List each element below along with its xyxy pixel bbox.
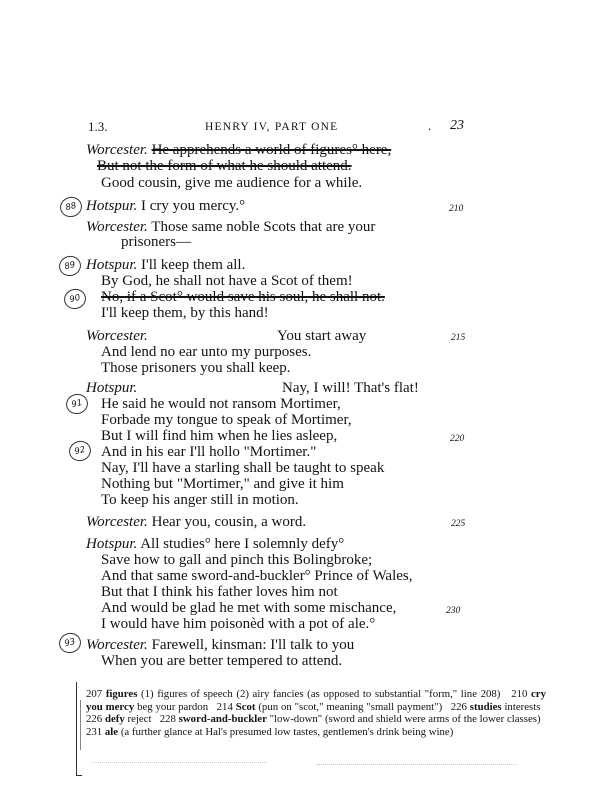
verse-text: Good cousin, give me audience for a while. [101, 175, 363, 191]
annotation-number: 93 [57, 631, 83, 656]
verse-line [101, 568, 413, 585]
margin-bracket [80, 700, 81, 750]
verse-line [277, 328, 366, 345]
verse-text: To keep his anger still in motion. [101, 492, 299, 508]
verse-text: prisoners— [121, 234, 191, 250]
verse-line [101, 552, 372, 569]
footnote-ref: 214 [216, 700, 233, 713]
verse-line [101, 460, 384, 477]
verse-line [86, 637, 354, 654]
verse-line [101, 175, 362, 192]
speaker-name: Worcester. [86, 328, 148, 344]
verse-line [101, 492, 299, 509]
speaker-name: Hotspur. [86, 380, 138, 396]
footnote-ref: 226 [450, 700, 467, 713]
verse-line [101, 476, 344, 493]
footnote-gloss: (pun on "scot," meaning "small payment") [258, 700, 443, 713]
line-number: 225 [451, 519, 466, 529]
footnote-ref: 228 [159, 713, 176, 726]
verse-line [101, 428, 337, 445]
scan-artifact [92, 762, 267, 765]
verse-text: And would be glad he met with some mischance, [101, 600, 397, 616]
footnote-term: ale [104, 725, 119, 738]
annotation-number: 90 [62, 287, 88, 312]
verse-line [101, 412, 352, 429]
line-number: 210 [449, 204, 464, 214]
footnote-term: studies [469, 700, 502, 713]
verse-line [121, 234, 191, 251]
speaker-name: Worcester. [86, 637, 148, 653]
verse-text: When you are better tempered to attend. [101, 653, 343, 669]
verse-line [282, 380, 419, 397]
footnote-gloss: reject [127, 713, 152, 726]
footnote-term: figures [105, 688, 138, 700]
speaker-name: Worcester. [86, 142, 148, 158]
verse-line [86, 536, 344, 553]
verse-text: And in his ear I'll hollo "Mortimer." [101, 444, 317, 460]
footnote-ref: 207 [86, 688, 103, 700]
scan-artifact [316, 764, 516, 767]
annotation-number: 88 [58, 195, 84, 220]
line-number: 230 [446, 606, 461, 616]
verse-line [97, 158, 352, 175]
verse-text: I'll keep them all. [141, 257, 246, 273]
verse-line [101, 344, 311, 361]
verse-line [101, 360, 291, 377]
footnote-term: cry you mercy [86, 688, 546, 713]
verse-text: Nothing but "Mortimer," and give it him [101, 476, 344, 492]
verse-text: You start away [277, 328, 367, 344]
verse-text: Those prisoners you shall keep. [101, 360, 291, 376]
verse-text: And lend no ear unto my purposes. [101, 344, 312, 360]
footnote-ref: 231 [86, 725, 103, 738]
annotation-number: 92 [67, 439, 93, 464]
header-dot: . [428, 118, 432, 133]
verse-text: He apprehends a world of figures° here, [151, 142, 392, 158]
verse-text: But not the form of what he should attend. [97, 158, 352, 174]
page-number: 23 [450, 118, 464, 133]
verse-text: No, if a Scot° would save his soul, he shall not. [101, 289, 385, 305]
footnote-term: Scot [235, 700, 256, 713]
footnote-gloss: (a further glance at Hal's presumed low tastes, gentlemen's drink being wine) [120, 725, 454, 738]
verse-text: All studies° here I solemnly defy° [140, 536, 345, 552]
speaker-name: Hotspur. [86, 536, 138, 552]
verse-line [86, 514, 306, 531]
line-number: 215 [451, 333, 466, 343]
verse-text: But I will find him when he lies asleep, [101, 428, 338, 444]
speaker-name: Worcester. [86, 219, 148, 235]
verse-text: Nay, I'll have a starling shall be taught to speak [101, 460, 385, 476]
verse-text: I would have him poisonèd with a pot of ale.° [101, 616, 376, 632]
speaker-name: Hotspur. [86, 257, 138, 273]
footnotes [86, 688, 546, 738]
footnote-term: sword-and-buckler [178, 713, 267, 726]
verse-line [86, 257, 245, 274]
verse-line [86, 328, 148, 345]
speaker-name: Hotspur. [86, 198, 138, 214]
verse-text: Hear you, cousin, a word. [151, 514, 307, 530]
speaker-name: Worcester. [86, 514, 148, 530]
annotation-number: 89 [57, 254, 83, 279]
verse-line [101, 584, 338, 601]
verse-text: I'll keep them, by this hand! [101, 305, 269, 321]
verse-text: And that same sword-and-buckler° Prince of Wales, [101, 568, 413, 584]
scene-reference: 1.3. [88, 119, 108, 134]
footnote-term: defy [104, 713, 125, 726]
footnote-ref: 226 [86, 713, 103, 726]
margin-bracket-tick [76, 775, 82, 776]
footnote-gloss: beg your pardon [137, 700, 209, 713]
verse-text: He said he would not ransom Mortimer, [101, 396, 341, 412]
verse-text: Save how to gall and pinch this Bolingbroke; [101, 552, 373, 568]
verse-line [101, 444, 316, 461]
line-number: 220 [450, 434, 465, 444]
verse-line [101, 653, 342, 670]
verse-line [86, 198, 245, 215]
verse-text: Nay, I will! That's flat! [282, 380, 419, 396]
verse-text: Forbade my tongue to speak of Mortimer, [101, 412, 352, 428]
footnote-gloss: "low-down" (sword and shield were arms of the lower classes) [269, 713, 541, 726]
verse-line [101, 305, 269, 322]
verse-line [101, 600, 396, 617]
verse-text: But that I think his father loves him not [101, 584, 338, 600]
verse-line [86, 380, 137, 397]
verse-line [101, 616, 375, 633]
verse-text: I cry you mercy.° [141, 198, 246, 214]
footnote-gloss: interests [504, 700, 541, 713]
verse-text: Farewell, kinsman: I'll talk to you [151, 637, 355, 653]
annotation-number: 91 [64, 392, 90, 417]
verse-line [101, 396, 341, 413]
footnote-ref: 210 [511, 688, 528, 700]
verse-text: Those same noble Scots that are your [151, 219, 376, 235]
running-title: HENRY IV, PART ONE [205, 121, 339, 133]
footnote-gloss: (1) figures of speech (2) airy fancies (as opposed to substantial "form," line 208) [141, 688, 501, 700]
verse-line [86, 142, 391, 159]
verse-line [101, 289, 385, 306]
margin-bracket [76, 682, 77, 776]
verse-line [101, 273, 353, 290]
verse-text: By God, he shall not have a Scot of them! [101, 273, 353, 289]
